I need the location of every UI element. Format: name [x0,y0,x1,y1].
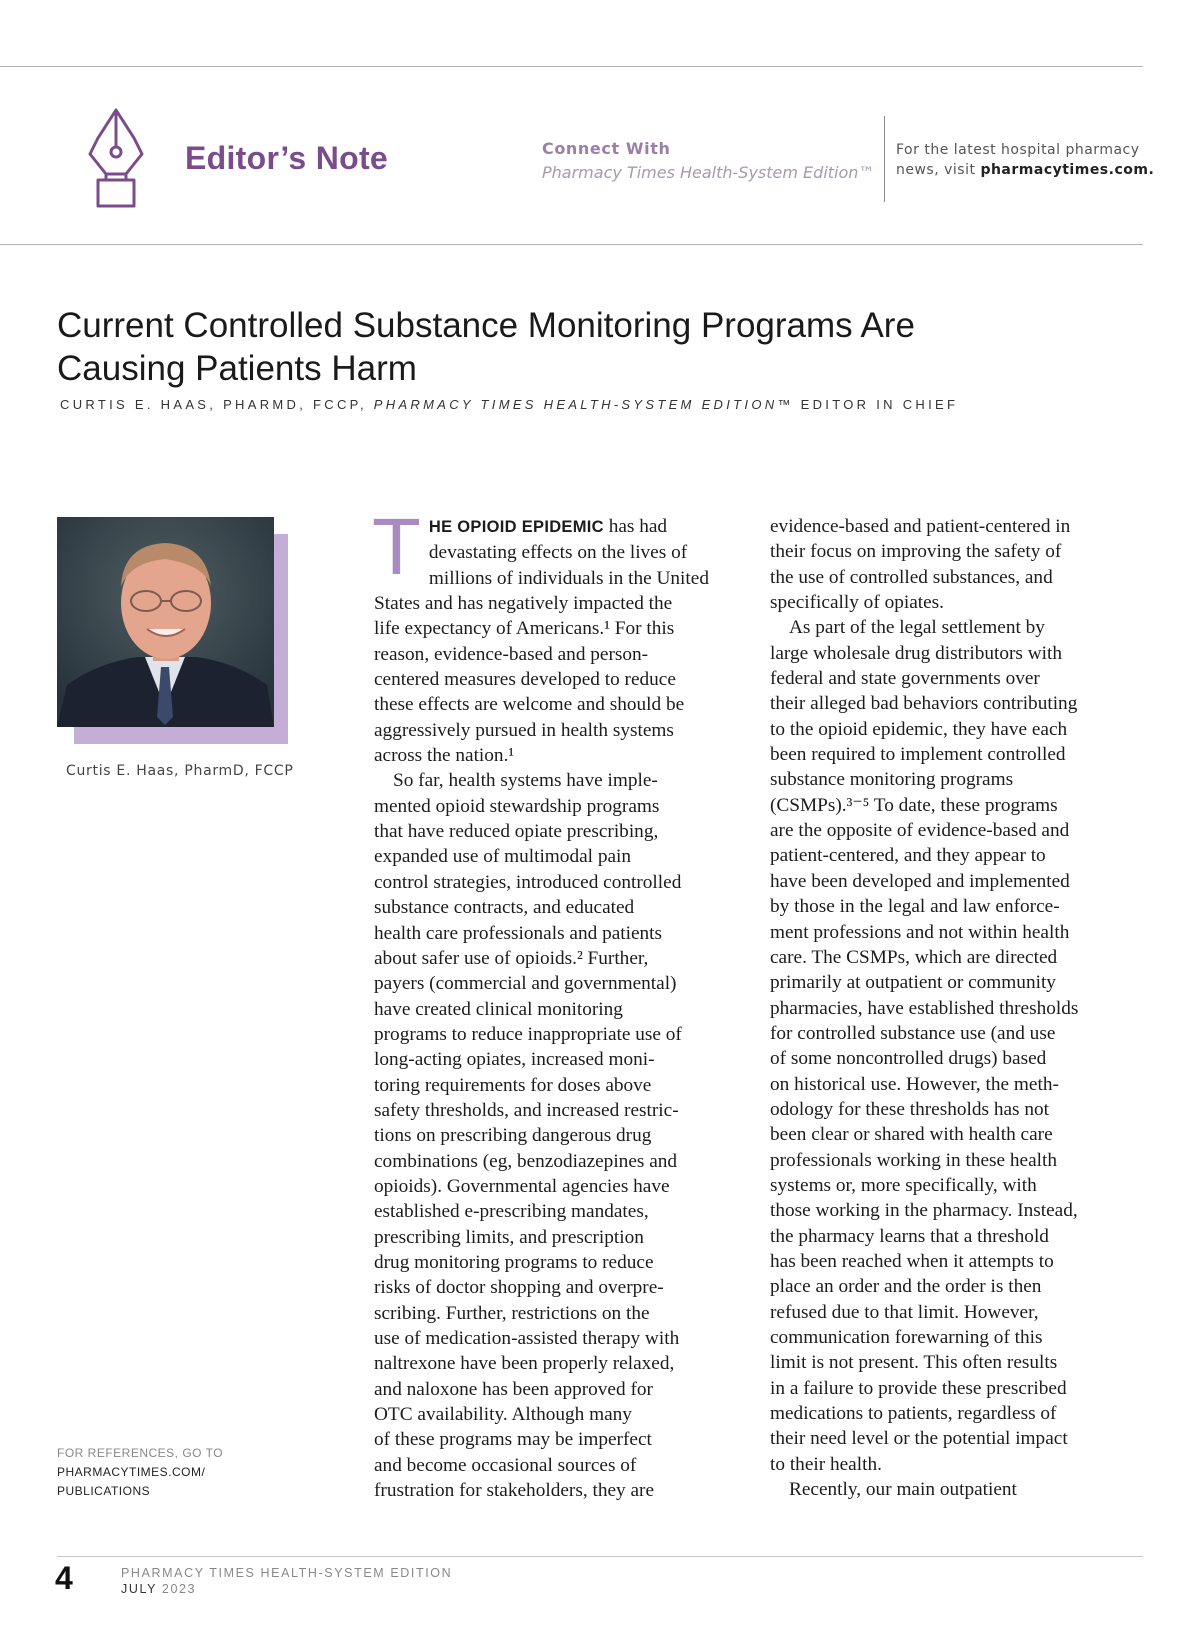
body-line: mented opioid stewardship programs [374,795,660,817]
latest-line-2: news, visit [896,162,981,178]
body-line: control strategies, introduced controlled [374,871,682,893]
connect-label: Connect With [542,139,671,158]
byline [60,397,958,412]
connect-publication: Pharmacy Times Health-System Edition™ [542,163,875,182]
photo-caption: Curtis E. Haas, PharmD, FCCP [66,763,294,779]
body-line: prescribing limits, and prescription [374,1226,644,1248]
body-line: their alleged bad behaviors contributing [770,693,1078,715]
footer-publication-name: PHARMACY TIMES HEALTH-SYSTEM EDITION [121,1566,453,1580]
body-line: OTC availability. Although many [374,1404,632,1426]
body-line: pharmacies, have established thresholds [770,997,1079,1019]
byline-role: EDITOR IN CHIEF [793,397,959,412]
body-line: devastating effects on the lives of [428,542,688,564]
header-divider [884,116,885,202]
body-line: care. The CSMPs, which are directed [770,946,1058,968]
body-line: specifically of opiates. [770,592,945,614]
connect-with-block [542,137,874,185]
body-line: federal and state governments over [770,668,1040,690]
body-line: (CSMPs).³⁻⁵ To date, these programs [770,794,1058,816]
body-line: to their health. [770,1453,882,1475]
body-line: As part of the legal settlement by [789,617,1045,639]
body-line: substance contracts, and educated [374,897,635,919]
body-line: safety thresholds, and increased restric- [374,1099,679,1121]
body-line: of these programs may be imperfect [374,1429,652,1451]
body-line: So far, health systems have imple- [393,770,658,792]
body-line: expanded use of multimodal pain [374,846,632,868]
body-line: ment professions and not within health [770,921,1070,943]
byline-publication: PHARMACY TIMES HEALTH-SYSTEM EDITION™ [373,397,794,412]
header-bottom-rule [0,244,1143,245]
body-line: in a failure to provide these prescribed [770,1377,1067,1399]
article-column-left [372,502,746,1503]
body-line: opioids). Governmental agencies have [374,1175,670,1197]
body-line: risks of doctor shopping and overpre- [374,1277,664,1299]
body-line: evidence-based and patient-centered in [770,516,1071,537]
body-line: frustration for stakeholders, they are [374,1480,655,1502]
body-line: been clear or shared with health care [770,1124,1053,1146]
body-line: established e-prescribing mandates, [374,1201,649,1223]
body-line: millions of individuals in the United [428,567,709,589]
body-line: the pharmacy learns that a threshold [770,1225,1049,1247]
drop-cap: T [372,502,421,591]
headline-line-1: Current Controlled Substance Monitoring Programs Are [57,306,915,345]
top-rule [0,66,1143,67]
body-line: across the nation.¹ [374,745,515,767]
body-line: communication forewarning of this [770,1327,1043,1348]
body-line: centered measures developed to reduce [374,669,676,691]
body-line: large wholesale drug distributors with [770,642,1063,664]
body-line: Recently, our main outpatient [789,1479,1017,1501]
refs-link-1[interactable]: PHARMACYTIMES.COM/ [57,1465,206,1479]
body-line: those working in the pharmacy. Instead, [770,1200,1078,1222]
body-line: and become occasional sources of [374,1454,637,1476]
body-line: life expectancy of Americans.¹ For this [374,618,675,640]
body-line: and naloxone has been approved for [374,1378,653,1400]
body-line: refused due to that limit. However, [770,1301,1039,1323]
author-photo [57,517,274,727]
body-line: scribing. Further, restrictions on the [374,1302,650,1324]
body-line: have created clinical monitoring [374,998,623,1020]
body-line: reason, evidence-based and person- [374,643,649,665]
site-link[interactable]: pharmacytimes.com. [980,162,1155,178]
body-line: by those in the legal and law enforce- [770,896,1060,918]
body-line: for controlled substance use (and use [770,1022,1056,1044]
refs-line-1: FOR REFERENCES, GO TO [57,1446,224,1460]
body-line: substance monitoring programs [770,769,1014,791]
body-line: these effects are welcome and should be [374,694,685,716]
body-line: has been reached when it attempts to [770,1250,1054,1272]
body-line: about safer use of opioids.² Further, [374,947,649,969]
fountain-pen-nib-icon [88,108,144,210]
body-line: systems or, more specifically, with [770,1174,1037,1196]
body-line: payers (commercial and governmental) [374,973,677,995]
body-line: their focus on improving the safety of [770,541,1062,563]
body-line: drug monitoring programs to reduce [374,1251,654,1273]
latest-line-1: For the latest hospital pharmacy [896,142,1140,158]
body-line: the use of controlled substances, and [770,566,1053,588]
footer-year: 2023 [161,1582,197,1596]
lead-in: HE OPIOID EPIDEMIC [428,518,604,536]
body-line: limit is not present. This often results [770,1352,1058,1374]
section-title: Editor’s Note [185,140,389,176]
body-line: odology for these thresholds has not [770,1098,1050,1120]
footer-publication [121,1565,452,1597]
article-headline [57,304,1117,390]
refs-link-2[interactable]: PUBLICATIONS [57,1484,151,1498]
body-line: medications to patients, regardless of [770,1403,1057,1425]
byline-author: CURTIS E. HAAS, PHARMD, FCCP, [60,397,374,412]
body-line: naltrexone have been properly relaxed, [374,1353,675,1375]
body-line: patient-centered, and they appear to [770,845,1046,867]
headline-line-2: Causing Patients Harm [57,349,417,388]
body-line: combinations (eg, benzodiazepines and [374,1150,678,1172]
body-line: aggressively pursued in health systems [374,719,674,741]
body-line: toring requirements for doses above [374,1074,652,1096]
body-line: place an order and the order is then [770,1276,1042,1298]
body-line: on historical use. However, the meth- [770,1073,1059,1095]
body-line: has had [603,516,668,537]
footer-month: JULY [121,1582,157,1596]
body-line: of some noncontrolled drugs) based [770,1048,1047,1070]
body-line: tions on prescribing dangerous drug [374,1125,652,1147]
latest-news-note [896,140,1154,180]
body-line: their need level or the potential impact [770,1428,1068,1450]
body-line: that have reduced opiate prescribing, [374,821,659,843]
references-note [57,1444,223,1501]
body-line: long-acting opiates, increased moni- [374,1049,655,1071]
body-line: use of medication-assisted therapy with [374,1328,680,1349]
body-line: programs to reduce inappropriate use of [374,1023,682,1045]
body-line: have been developed and implemented [770,870,1070,892]
article-column-right [770,514,1142,1502]
body-line: primarily at outpatient or community [770,972,1056,994]
body-line: are the opposite of evidence-based and [770,820,1070,842]
body-line: to the opioid epidemic, they have each [770,718,1068,740]
footer-rule [57,1556,1143,1557]
body-line: States and has negatively impacted the [374,593,673,615]
body-line: been required to implement controlled [770,744,1066,766]
body-line: health care professionals and patients [374,922,663,944]
page-number: 4 [55,1560,73,1596]
body-line: professionals working in these health [770,1149,1058,1171]
